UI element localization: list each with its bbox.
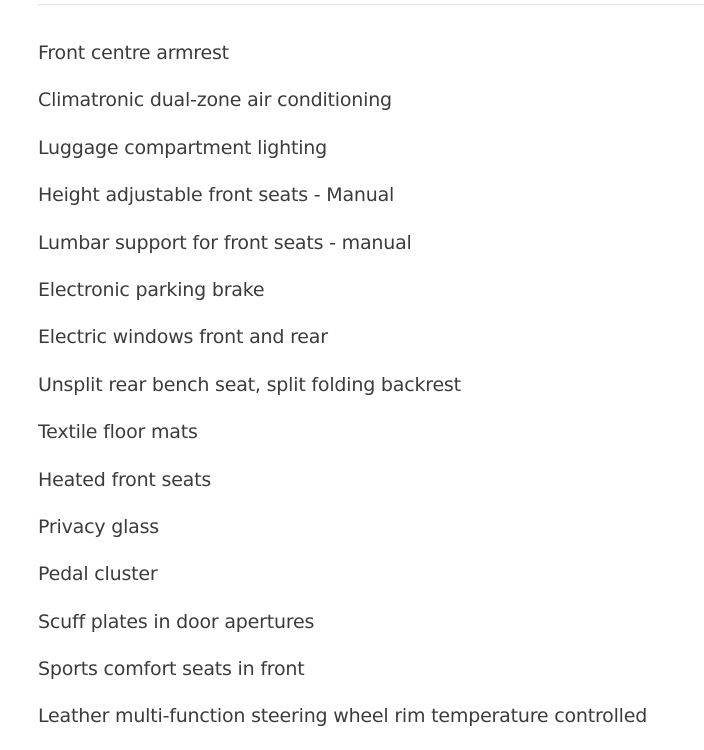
feature-item: Lumbar support for front seats - manual: [38, 231, 412, 254]
feature-item: Front centre armrest: [38, 42, 229, 64]
feature-item: Pedal cluster: [38, 563, 158, 586]
feature-item: Leather multi-function steering wheel rim temperature controlled: [38, 705, 648, 728]
feature-item: Height adjustable front seats - Manual: [38, 184, 395, 207]
feature-item: Unsplit rear bench seat, split folding backrest: [38, 373, 461, 396]
feature-item: Privacy glass: [38, 515, 160, 538]
feature-item: Climatronic dual-zone air conditioning: [38, 89, 392, 112]
feature-item: Heated front seats: [38, 468, 212, 491]
feature-item: Luggage compartment lighting: [38, 136, 328, 159]
feature-item: Sports comfort seats in front: [38, 658, 305, 681]
feature-item: Textile floor mats: [38, 421, 198, 444]
feature-list: [38, 30, 698, 741]
feature-item: Electronic parking brake: [38, 278, 265, 301]
feature-item: Scuff plates in door apertures: [38, 610, 315, 633]
section-divider: [38, 4, 704, 5]
feature-item: Electric windows front and rear: [38, 326, 328, 349]
